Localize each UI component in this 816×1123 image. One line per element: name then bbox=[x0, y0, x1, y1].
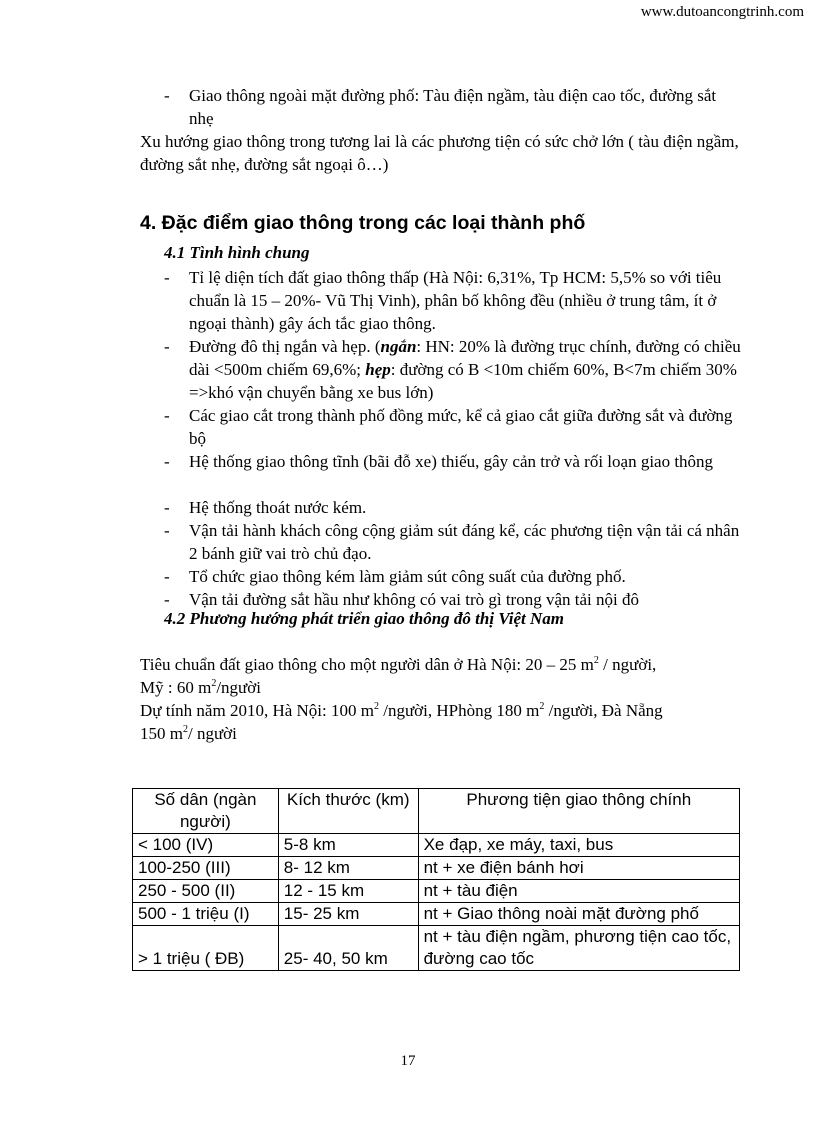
standard-line-2-a: Mỹ : 60 m bbox=[140, 678, 212, 697]
table-cell: 500 - 1 triệu (I) bbox=[133, 903, 279, 926]
table-cell: 8- 12 km bbox=[278, 857, 418, 880]
bullet-text: Vận tải đường sắt hầu như không có vai trò gì trong vận tải nội đô bbox=[189, 590, 639, 609]
table-header-row bbox=[133, 789, 740, 834]
standard-line-2 bbox=[140, 676, 750, 699]
table-row bbox=[133, 857, 740, 880]
page-number: 17 bbox=[400, 1053, 416, 1069]
roads-short-text: : HN: 20% là đường trục chính, đường có chiều dài <500m chiếm 69,6%; bbox=[189, 337, 741, 379]
header-transport: Phương tiện giao thông chính bbox=[418, 789, 739, 834]
table-cell: 15- 25 km bbox=[278, 903, 418, 926]
bullet-text bbox=[189, 335, 744, 404]
bullet-dash: - bbox=[164, 498, 170, 517]
bullet-dash: - bbox=[164, 452, 170, 471]
table-cell: nt + xe điện bánh hơi bbox=[418, 857, 739, 880]
bullet-dash: - bbox=[164, 567, 170, 586]
table-cell: nt + tàu điện bbox=[418, 880, 739, 903]
table-row bbox=[133, 903, 740, 926]
superscript: 2 bbox=[182, 724, 188, 735]
standard-line-1 bbox=[140, 653, 750, 676]
intro-bullet-text: Giao thông ngoài mặt đường phố: Tàu điện ngầm, tàu điện cao tốc, đường sắt nhẹ bbox=[189, 86, 717, 128]
table-cell: 250 - 500 (II) bbox=[133, 880, 279, 903]
bullet-text: Tổ chức giao thông kém làm giảm sút công suất của đường phố. bbox=[189, 567, 626, 586]
standard-line-1-text: Tiêu chuẩn đất giao thông cho một người dân ở Hà Nội: 20 – 25 m bbox=[140, 655, 594, 674]
superscript: 2 bbox=[373, 701, 379, 712]
bullet-dash: - bbox=[164, 86, 170, 105]
table-cell: < 100 (IV) bbox=[133, 834, 279, 857]
table-cell: 5-8 km bbox=[278, 834, 418, 857]
superscript: 2 bbox=[539, 701, 545, 712]
table-cell: nt + Giao thông noài mặt đường phố bbox=[418, 903, 739, 926]
roads-narrow-word: hẹp bbox=[365, 360, 391, 379]
bullet-dash: - bbox=[164, 590, 170, 609]
standard-line-3 bbox=[140, 699, 750, 722]
table-cell: 12 - 15 km bbox=[278, 880, 418, 903]
standard-line-3-b: /người, HPhòng 180 m bbox=[378, 701, 540, 720]
roads-short-word: ngắn bbox=[380, 337, 417, 356]
bullet-text: Các giao cắt trong thành phố đồng mức, kể cả giao cắt giữa đường sắt và đường bộ bbox=[189, 406, 733, 448]
subheading-4-1: 4.1 Tình hình chung bbox=[164, 243, 310, 262]
standard-line-2-b: /người bbox=[216, 678, 261, 697]
header-population: Số dân (ngàn người) bbox=[133, 789, 279, 834]
bullet-text: Hệ thống giao thông tĩnh (bãi đỗ xe) thiếu, gây cản trở và rối loạn giao thông bbox=[189, 452, 714, 471]
superscript: 2 bbox=[211, 678, 217, 689]
table-cell: > 1 triệu ( ĐB) bbox=[133, 926, 279, 971]
table-cell: 25- 40, 50 km bbox=[278, 926, 418, 971]
bullet-dash: - bbox=[164, 521, 170, 540]
section-heading: 4. Đặc điểm giao thông trong các loại thành phố bbox=[140, 212, 586, 234]
bullet-text: Tỉ lệ diện tích đất giao thông thấp (Hà Nội: 6,31%, Tp HCM: 5,5% so với tiêu chuẩn là 15 – 20%- Vũ Thị Vinh), phân bố không đều (nhiều ở trung tâm, ít ở ngoại thành) gây ách tắc giao thông. bbox=[189, 268, 722, 333]
table-cell: 100-250 (III) bbox=[133, 857, 279, 880]
bullet-text: Vận tải hành khách công cộng giảm sút đáng kể, các phương tiện vận tải cá nhân 2 bánh giữ vai trò chủ đạo. bbox=[189, 521, 740, 563]
subheading-4-2: 4.2 Phương hướng phát triển giao thông đô thị Việt Nam bbox=[164, 609, 564, 628]
table-cell: nt + tàu điện ngầm, phương tiện cao tốc, đường cao tốc bbox=[418, 926, 739, 971]
table-cell: Xe đạp, xe máy, taxi, bus bbox=[418, 834, 739, 857]
standard-line-3-a: Dự tính năm 2010, Hà Nội: 100 m bbox=[140, 701, 374, 720]
website-header: www.dutoancongtrinh.com bbox=[640, 4, 804, 20]
table-row bbox=[133, 834, 740, 857]
standard-line-4 bbox=[140, 722, 750, 745]
bullet-dash: - bbox=[164, 337, 170, 356]
header-size: Kích thước (km) bbox=[278, 789, 418, 834]
standard-line-1-unit: / người, bbox=[598, 655, 657, 674]
bullet-dash: - bbox=[164, 268, 170, 287]
superscript: 2 bbox=[593, 655, 599, 666]
standard-line-4-b: / người bbox=[187, 724, 237, 743]
table-row bbox=[133, 926, 740, 971]
standard-line-4-a: 150 m bbox=[140, 724, 183, 743]
roads-lead: Đường đô thị ngắn và hẹp. ( bbox=[189, 337, 381, 356]
standard-line-3-c: /người, Đà Nẵng bbox=[544, 701, 663, 720]
population-table bbox=[132, 788, 740, 971]
roads-narrow-text: : đường có B <10m chiếm 60%, B<7m chiếm 30% =>khó vận chuyển bằng xe bus lớn) bbox=[189, 360, 737, 402]
bullet-dash: - bbox=[164, 406, 170, 425]
trend-paragraph: Xu hướng giao thông trong tương lai là các phương tiện có sức chở lớn ( tàu điện ngầm, đường sắt nhẹ, đường sắt ngoại ô…) bbox=[140, 132, 739, 174]
bullet-text: Hệ thống thoát nước kém. bbox=[189, 498, 367, 517]
table-row bbox=[133, 880, 740, 903]
